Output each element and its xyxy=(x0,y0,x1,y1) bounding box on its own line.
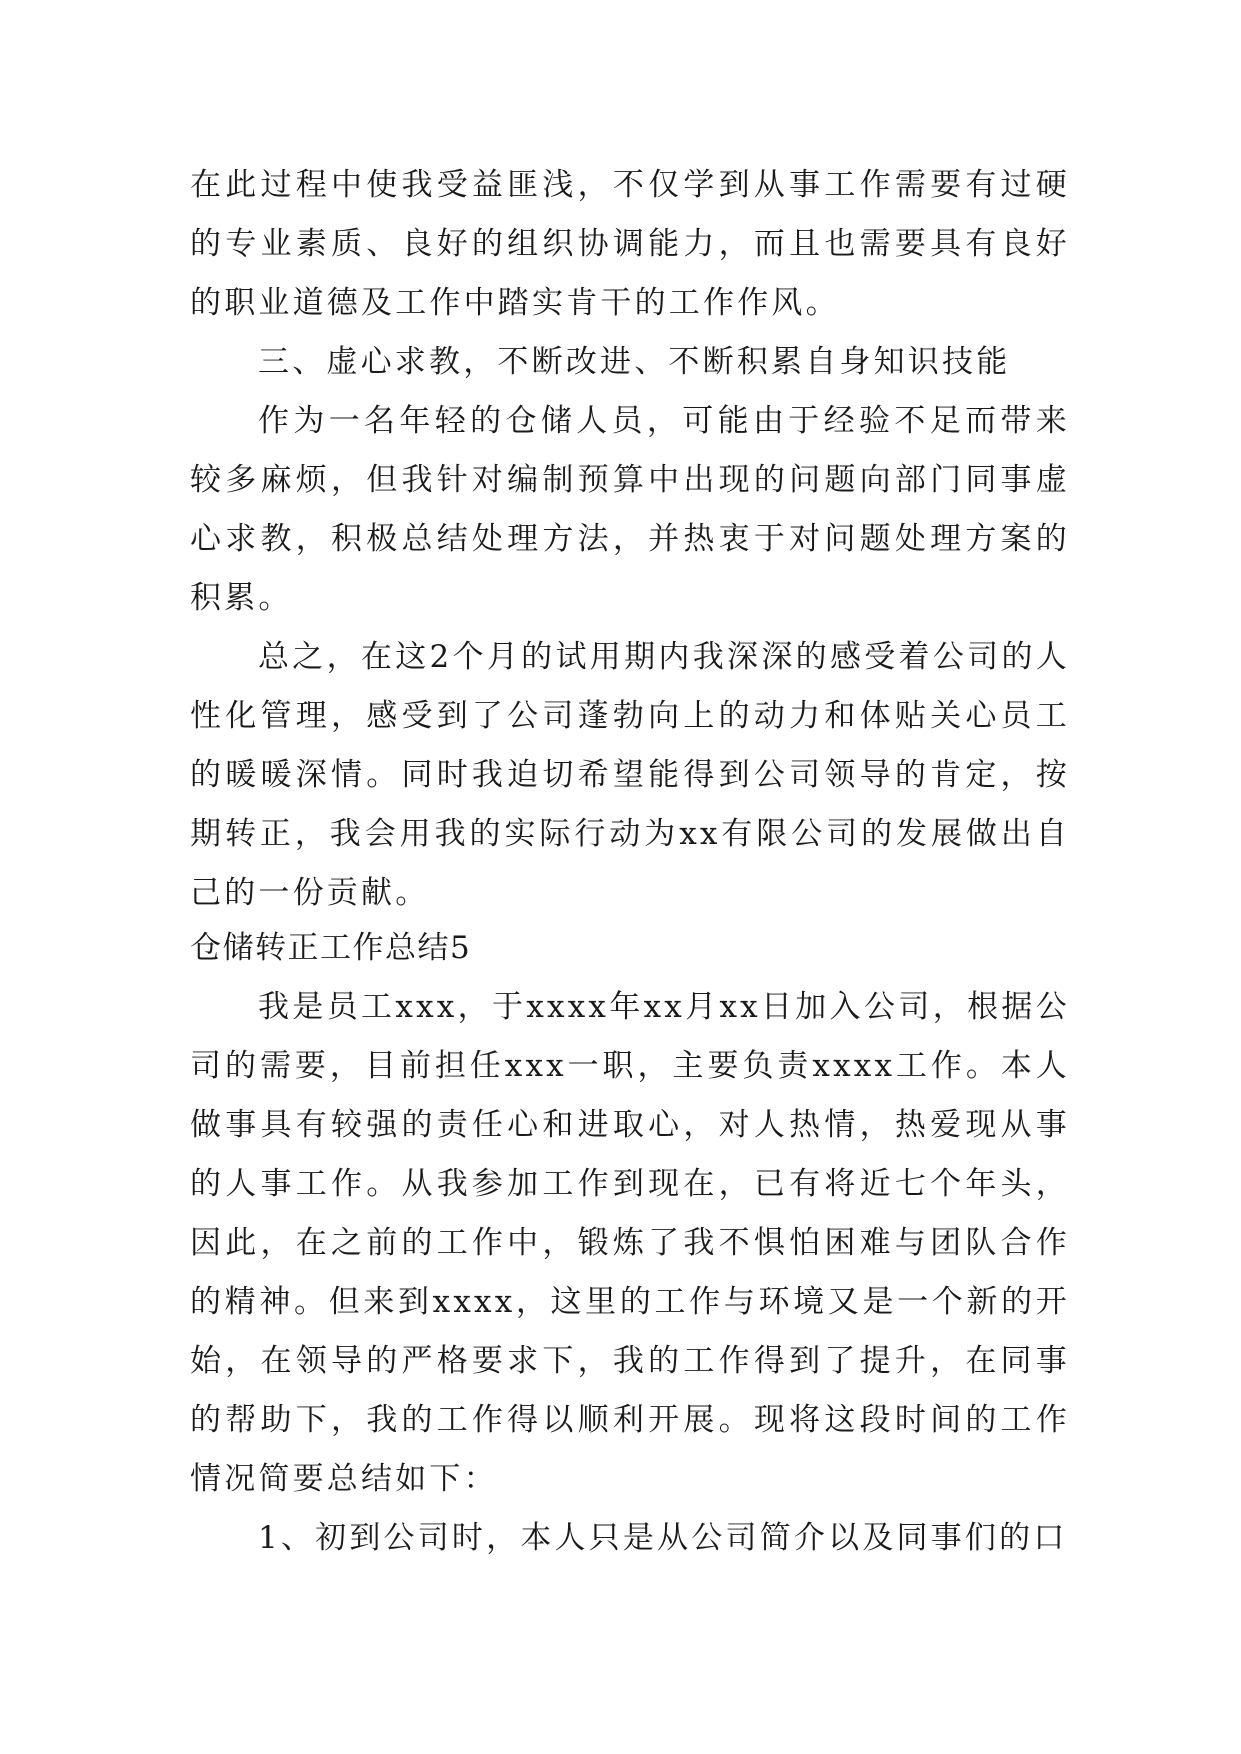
section-b xyxy=(190,919,1070,1568)
paragraph: 1、初到公司时，本人只是从公司简介以及同事们的口 xyxy=(258,1520,1068,1556)
section-title: 仓储转正工作总结5 xyxy=(190,930,472,966)
paragraph: 我是员工xxx，于xxxx年xx月xx日加入公司，根据公司的需要，目前担任xxx一职，主要负责xxxx工作。本人做事具有较强的责任心和进取心，对人热情，热爱现从事的人事工作。从我参加工作到现在，已有将近七个年头，因此，在之前的工作中，锻炼了我不惧怕困难与团队合作的精神。但来到xxxx，这里的工作与环境又是一个新的开始，在领导的严格要求下，我的工作得到了提升，在同事的帮助下，我的工作得以顺利开展。现将这段时间的工作情况简要总结如下： xyxy=(190,989,1070,1497)
paragraph: 作为一名年轻的仓储人员，可能由于经验不足而带来较多麻烦，但我针对编制预算中出现的问题向部门同事虚心求教，积极总结处理方法，并热衷于对问题处理方案的积累。 xyxy=(190,403,1070,616)
paragraph-continuation: 在此过程中使我受益匪浅，不仅学到从事工作需要有过硬的专业素质、良好的组织协调能力，而且也需要具有良好的职业道德及工作中踏实肯干的工作作风。 xyxy=(190,167,1070,321)
section-a xyxy=(190,156,1070,923)
paragraph: 总之，在这2个月的试用期内我深深的感受着公司的人性化管理，感受到了公司蓬勃向上的动力和体贴关心员工的暖暖深情。同时我迫切希望能得到公司领导的肯定，按期转正，我会用我的实际行动为xx有限公司的发展做出自己的一份贡献。 xyxy=(190,639,1070,911)
paragraph-subheading: 三、虚心求教，不断改进、不断积累自身知识技能 xyxy=(258,344,1011,380)
